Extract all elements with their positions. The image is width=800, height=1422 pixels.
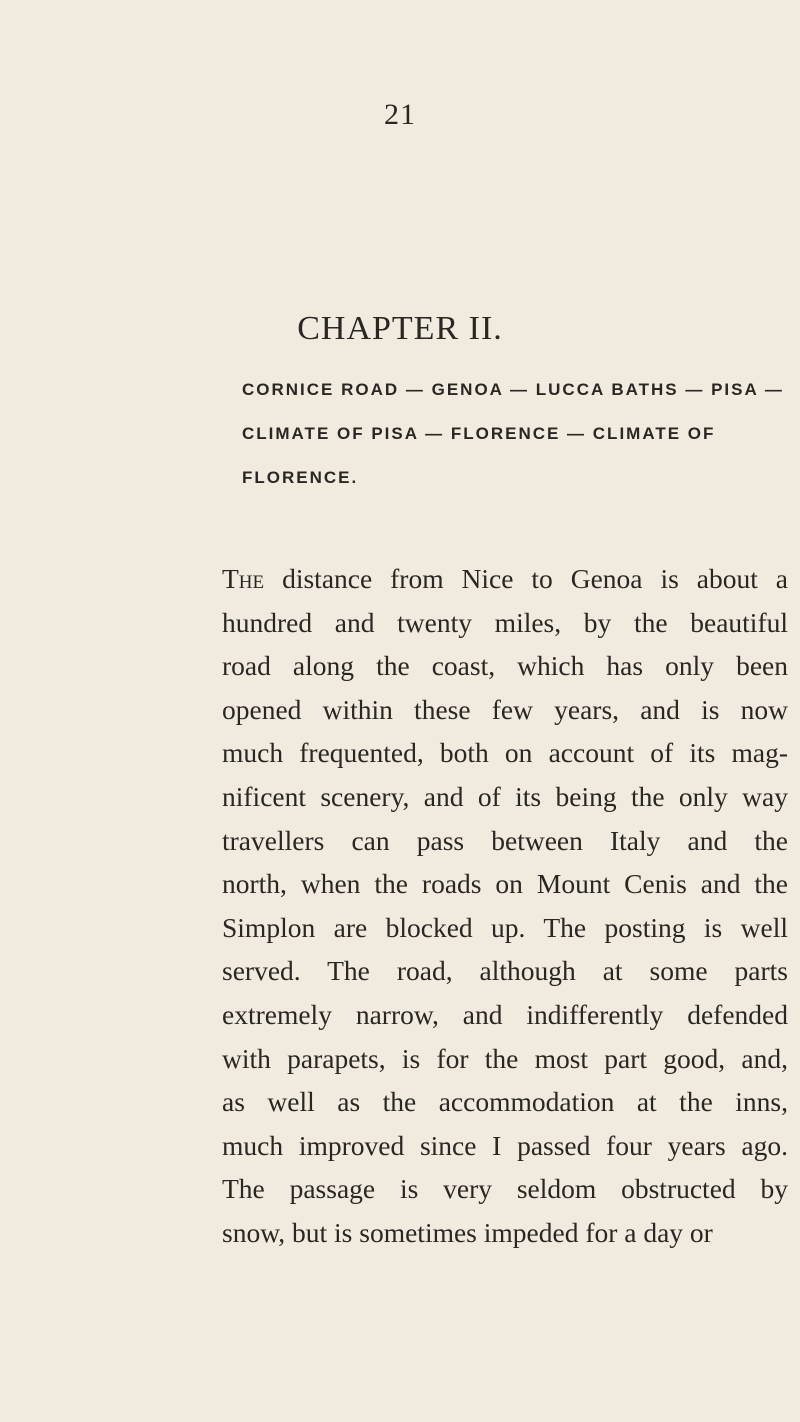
summary-line: CLIMATE OF PISA — FLORENCE — CLIMATE OF — [242, 424, 716, 443]
body-line: served. The road, although at some parts — [222, 955, 788, 987]
body-line: hundred and twenty miles, by the beautiful — [222, 606, 788, 638]
body-line: Simplon are blocked up. The posting is well — [222, 911, 788, 943]
body-line: with parapets, is for the most part good, and, — [222, 1042, 788, 1074]
first-word: The — [222, 563, 265, 594]
body-text — [222, 557, 788, 1255]
body-line: The passage is very seldom obstructed by — [222, 1173, 788, 1205]
body-line: north, when the roads on Mount Cenis and the — [222, 868, 788, 900]
body-line: travellers can pass between Italy and the — [222, 824, 788, 856]
summary-line: CORNICE ROAD — GENOA — LUCCA BATHS — PISA — — [242, 380, 784, 399]
body-line — [222, 557, 788, 601]
body-line: opened within these few years, and is now — [222, 693, 788, 725]
summary-line: FLORENCE. — [242, 468, 359, 487]
first-line-rest: distance from Nice to Genoa is about a — [264, 563, 788, 594]
chapter-summary — [242, 368, 782, 500]
body-line: much frequented, both on account of its mag- — [222, 737, 788, 769]
body-line: road along the coast, which has only been — [222, 650, 788, 682]
page-number: 21 — [384, 98, 416, 131]
body-line: extremely narrow, and indifferently defended — [222, 998, 788, 1030]
body-line: as well as the accommodation at the inns, — [222, 1086, 788, 1118]
body-line: nificent scenery, and of its being the only way — [222, 780, 788, 812]
body-line: much improved since I passed four years ago. — [222, 1129, 788, 1161]
chapter-title: CHAPTER II. — [297, 310, 503, 347]
body-line: snow, but is sometimes impeded for a day or — [222, 1216, 713, 1248]
